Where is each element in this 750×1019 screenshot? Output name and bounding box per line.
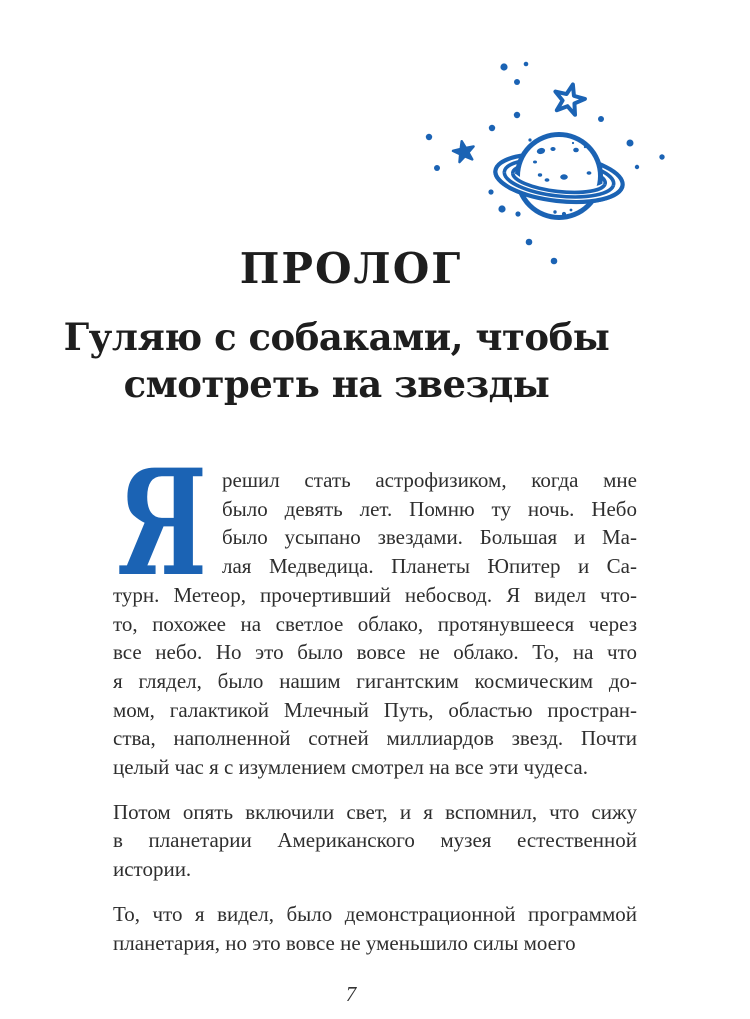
text-line: турн. Метеор, прочертивший небосвод. Я видел что- bbox=[113, 582, 637, 607]
text-line: целый час я с изумлением смотрел на все эти чудеса. bbox=[113, 755, 588, 780]
chapter-subtitle-line1: Гуляю с собаками, чтобы bbox=[63, 315, 610, 359]
dropcap-letter bbox=[117, 438, 209, 609]
outline-star-icon bbox=[551, 81, 587, 116]
paragraph-2 bbox=[113, 798, 637, 884]
text-line: планетария, но это вовсе не уменьшило силы моего bbox=[113, 930, 576, 955]
text-line: лая Медведица. Планеты Юпитер и Са- bbox=[222, 554, 637, 579]
paragraph-3 bbox=[113, 900, 637, 957]
text-line: было девять лет. Помню ту ночь. Небо bbox=[222, 496, 637, 521]
saturn-doodle-illustration bbox=[413, 48, 683, 268]
text-line: все небо. Но это было вовсе не облако. То, на что bbox=[113, 640, 637, 665]
planet-body bbox=[518, 135, 601, 218]
text-line: истории. bbox=[113, 857, 192, 882]
page-number: 7 bbox=[345, 982, 357, 1006]
text-line: было усыпано звездами. Большая и Ма- bbox=[222, 525, 637, 550]
dropcap-glyph: Я bbox=[117, 438, 207, 609]
body-text bbox=[113, 438, 637, 957]
chapter-subtitle-line2: смотреть на звезды bbox=[123, 362, 550, 406]
text-line: ства, наполненной сотней миллиардов звезд. Почти bbox=[113, 726, 637, 751]
chapter-title: ПРОЛОГ bbox=[239, 244, 463, 293]
text-line: То, что я видел, было демонстрационной программой bbox=[113, 901, 637, 926]
text-line: то, похожее на светлое облако, протянувшееся через bbox=[113, 611, 637, 636]
text-line: в планетарии Американского музея естественной bbox=[113, 828, 637, 853]
text-line: Потом опять включили свет, и я вспомнил, что сижу bbox=[113, 799, 637, 824]
filled-star-icon bbox=[451, 139, 476, 163]
text-line: я глядел, было нашим гигантским космическим до- bbox=[113, 668, 637, 693]
paragraph-1 bbox=[113, 438, 637, 782]
chapter-subtitle bbox=[0, 314, 750, 408]
text-line: решил стать астрофизиком, когда мне bbox=[222, 468, 637, 492]
text-line: мом, галактикой Млечный Путь, областью простран- bbox=[113, 697, 637, 722]
